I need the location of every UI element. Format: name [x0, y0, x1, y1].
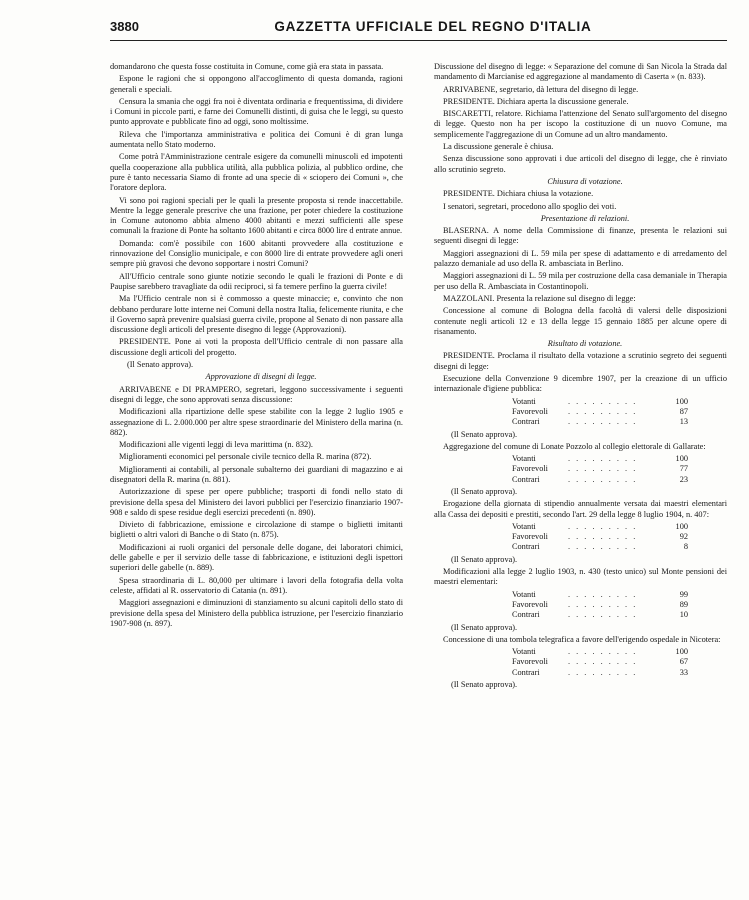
- paragraph: Divieto di fabbricazione, emissione e circolazione di stampe o biglietti imitanti biglietti o altri valori di Banche o di Stato (n. 875).: [110, 520, 403, 540]
- senate-approves: (Il Senato approva).: [451, 429, 518, 439]
- vote-result: [434, 454, 727, 485]
- gazette-title: GAZZETTA UFFICIALE DEL REGNO D'ITALIA: [274, 18, 592, 34]
- leader-dots: . . . . . . . . .: [568, 599, 638, 609]
- vote-count: 87: [679, 406, 688, 416]
- paragraph: Modificazioni alla ripartizione delle spese stabilite con la legge 2 luglio 1905 e assegnazione di L. 2.000.000 per altre spese straordinarie del Ministero della marina (n. 882).: [110, 407, 403, 437]
- paragraph: ARRIVABENE e DI PRAMPERO, segretari, leggono successivamente i seguenti disegni di legge, che sono approvati senza discussione:: [110, 384, 403, 404]
- paragraph: Modificazioni alle vigenti leggi di leva marittima (n. 832).: [119, 440, 314, 450]
- vote-title: Concessione di una tombola telegrafica a favore dell'erigendo ospedale in Nicotera:: [443, 634, 721, 644]
- paragraph: All'Ufficio centrale sono giunte notizie secondo le quali le frazioni di Ponte e di Paupise sarebbero travagliate da odii reciproci, si fa temere perfino la guerra civile!: [110, 271, 403, 291]
- paragraph: La discussione generale è chiusa.: [443, 142, 554, 152]
- text-columns: [110, 62, 727, 692]
- vote-count: 100: [675, 396, 688, 406]
- paragraph: Maggiori assegnazioni e diminuzioni di stanziamento su alcuni capitoli dello stato di previsione della spesa del Ministero della pubblica istruzione, per l'esercizio finanziario 1907-908 (n. 897).: [110, 598, 403, 628]
- vote-count: 100: [675, 521, 688, 531]
- leader-dots: . . . . . . . . .: [568, 657, 638, 667]
- paragraph: Domanda: com'è possibile con 1600 abitanti provvedere alla costituzione e rinnovazione del Consiglio municipale, e con 8000 lire di entrate provvedere agli oneri sempre più gravosi che devono sopportare i nostri Comuni?: [110, 238, 403, 269]
- vote-label: Contrari: [512, 474, 540, 484]
- vote-row-votanti: [434, 590, 727, 600]
- senate-approves: (Il Senato approva).: [451, 554, 518, 564]
- paragraph: Spesa straordinaria di L. 80,000 per ultimare i lavori della fotografia della volta celeste, affidati al R. osservatorio di Catania (n. 891).: [110, 575, 403, 595]
- paragraph: BLASERNA. A nome della Commissione di finanze, presenta le relazioni sui seguenti disegni di legge:: [434, 226, 727, 246]
- vote-title: Modificazioni alla legge 2 luglio 1903, n. 430 (testo unico) sul Monte pensioni dei maestri elementari:: [434, 567, 727, 587]
- vote-count: 13: [679, 417, 688, 427]
- paragraph: Miglioramenti economici pel personale civile tecnico della R. marina (872).: [119, 452, 372, 462]
- vote-row-favorevoli: [434, 532, 727, 542]
- vote-title: Esecuzione della Convenzione 9 dicembre 1907, per la creazione di un ufficio internazionale d'igiene pubblica:: [434, 374, 727, 394]
- page-number: 3880: [110, 18, 139, 34]
- vote-row-favorevoli: [434, 464, 727, 474]
- vote-row-votanti: [434, 397, 727, 407]
- leader-dots: . . . . . . . . .: [568, 647, 638, 657]
- senate-approves: (Il Senato approva).: [451, 622, 518, 632]
- vote-row-votanti: [434, 454, 727, 464]
- vote-result: [434, 397, 727, 428]
- vote-row-contrari: [434, 668, 727, 678]
- paragraph: Come potrà l'Amministrazione centrale esigere da comunelli minuscoli ed impotenti quella cooperazione alla pubblica utilità, alla pubblica polizia, al pubblico ordine, che pure è tanto necessaria Siamo di fronte ad una specie di « sciopero dei Comuni », che l'oratore deplora.: [110, 152, 403, 193]
- paragraph: Maggiori assegnazioni di L. 59 mila per costruzione della casa demaniale in Therapia per uso della R. Ambasciata in Costantinopoli.: [434, 271, 727, 291]
- leader-dots: . . . . . . . . .: [568, 464, 638, 474]
- leader-dots: . . . . . . . . .: [568, 521, 638, 531]
- vote-row-contrari: [434, 542, 727, 552]
- vote-label: Contrari: [512, 542, 540, 552]
- left-column: [110, 62, 403, 692]
- senate-approves: (Il Senato approva).: [127, 360, 194, 370]
- vote-label: Favorevoli: [512, 532, 548, 542]
- vote-label: Favorevoli: [512, 464, 548, 474]
- paragraph: PRESIDENTE. Pone ai voti la proposta dell'Ufficio centrale di non passare alla discussione degli articoli del progetto.: [110, 337, 403, 357]
- leader-dots: . . . . . . . . .: [568, 589, 638, 599]
- paragraph: Maggiori assegnazioni di L. 59 mila per spese di adattamento e di arredamento del palazzo demaniale ad uso della R. ambasciata in Berlino.: [434, 248, 727, 269]
- vote-count: 33: [679, 667, 688, 677]
- leader-dots: . . . . . . . . .: [568, 610, 638, 620]
- vote-row-favorevoli: [434, 600, 727, 610]
- paragraph: PRESIDENTE. Proclama il risultato della votazione a scrutinio segreto dei seguenti disegni di legge:: [434, 351, 727, 371]
- vote-label: Favorevoli: [512, 599, 548, 609]
- paragraph: domandarono che questa fosse costituita in Comune, come già era stata in passata.: [110, 62, 384, 71]
- paragraph: PRESIDENTE. Dichiara aperta la discussione generale.: [443, 96, 629, 106]
- vote-result: [434, 647, 727, 678]
- vote-label: Votanti: [512, 589, 536, 599]
- paragraph: MAZZOLANI. Presenta la relazione sul disegno di legge:: [443, 293, 636, 303]
- vote-label: Contrari: [512, 667, 540, 677]
- vote-count: 100: [675, 647, 688, 657]
- paragraph: Vi sono poi ragioni speciali per le quali la presente proposta si rende inaccettabile. Mentre la legge generale prescrive che una frazione, per poter chiedere la costituzione in Comune autonomo abbia almeno 4000 abitanti e mezzi sufficienti alle spese comunali la frazione di Ponte ha soltanto 1600 abitanti e circa 8000 lire d entrate annue.: [110, 195, 403, 236]
- paragraph: I senatori, segretari, procedono allo spoglio dei voti.: [443, 201, 617, 211]
- leader-dots: . . . . . . . . .: [568, 474, 638, 484]
- paragraph: Modificazioni ai ruoli organici del personale delle dogane, dei laboratori chimici, delle gabelle e per il servizio delle tasse di fabbricazione, e istituzioni degli ispettori superiori delle gabelle (n. 889).: [110, 542, 403, 573]
- vote-title: Erogazione della giornata di stipendio annualmente versata dai maestri elementari alla Cassa dei depositi e prestiti, secondo l'art. 29 della legge 8 luglio 1904, n. 407:: [434, 499, 727, 519]
- vote-count: 100: [675, 454, 688, 464]
- section-heading: Chiusura di votazione.: [547, 176, 623, 186]
- right-column: [434, 62, 727, 692]
- leader-dots: . . . . . . . . .: [568, 417, 638, 427]
- paragraph: Ma l'Ufficio centrale non si è commosso a queste minaccie; e, convinto che non debbano perdurare lotte interne nei Comuni della nostra Italia, felicemente riunita, e che il Governo saprà prevenire qualsiasi guerra civile, propone al Senato di non passare alla discussione degli articoli del presente disegno di legge (Approvazioni).: [110, 294, 403, 335]
- vote-result: [434, 590, 727, 621]
- paragraph: Autorizzazione di spese per opere pubbliche; trasporti di fondi nello stato di previsione della spesa del Ministero dei lavori pubblici per l'esercizio finanziario 1907-908 e saldo di spese residue degli esercizi precedenti (n. 890).: [110, 487, 403, 517]
- vote-count: 92: [679, 532, 688, 542]
- vote-row-votanti: [434, 647, 727, 657]
- vote-count: 67: [679, 657, 688, 667]
- paragraph: Miglioramenti ai contabili, al personale subalterno dei guardiani di magazzino e ai disegnatori della R. marina (n. 881).: [110, 464, 403, 484]
- section-heading: Presentazione di relazioni.: [540, 213, 630, 223]
- leader-dots: . . . . . . . . .: [568, 542, 638, 552]
- vote-row-favorevoli: [434, 657, 727, 667]
- senate-approves: (Il Senato approva).: [451, 486, 518, 496]
- vote-label: Votanti: [512, 454, 536, 464]
- vote-label: Favorevoli: [512, 657, 548, 667]
- paragraph: Discussione del disegno di legge: « Separazione del comune di San Nicola la Strada dal mandamento di Marcianise ed aggregazione al mandamento di Caserta » (n. 833).: [434, 62, 727, 82]
- paragraph: BISCARETTI, relatore. Richiama l'attenzione del Senato sull'argomento del disegno di legge. Questo non ha per iscopo la costituzione di un nuovo Comune, ma semplicemente l'aggregazione di un Comune ad un altro mandamento.: [434, 109, 727, 139]
- vote-row-contrari: [434, 610, 727, 620]
- senate-approves: (Il Senato approva).: [451, 680, 518, 690]
- vote-count: 23: [679, 474, 688, 484]
- paragraph: Concessione al comune di Bologna della facoltà di valersi delle disposizioni contenute negli articoli 12 e 13 della legge 15 gennaio 1885 per alcune opere di risanamento.: [434, 306, 727, 336]
- paragraph: Censura la smania che oggi fra noi è diventata ordinaria e frequentissima, di dividere i Comuni in piccole parti, e farne dei Comunelli distinti, di guisa che le leggi, su questo punto approvate e pubblicate fino ad oggi, sono moltissime.: [110, 96, 403, 127]
- vote-row-favorevoli: [434, 407, 727, 417]
- vote-label: Votanti: [512, 521, 536, 531]
- vote-count: 10: [679, 610, 688, 620]
- vote-row-contrari: [434, 475, 727, 485]
- vote-label: Votanti: [512, 396, 536, 406]
- paragraph: ARRIVABENE, segretario, dà lettura del disegno di legge.: [443, 84, 639, 94]
- leader-dots: . . . . . . . . .: [568, 396, 638, 406]
- page-header: [110, 12, 727, 41]
- vote-label: Votanti: [512, 647, 536, 657]
- leader-dots: . . . . . . . . .: [568, 406, 638, 416]
- vote-count: 8: [683, 542, 688, 552]
- leader-dots: . . . . . . . . .: [568, 667, 638, 677]
- section-heading: Risultato di votazione.: [547, 339, 623, 349]
- section-heading: Approvazione di disegni di legge.: [205, 372, 317, 382]
- vote-result: [434, 522, 727, 553]
- vote-row-contrari: [434, 417, 727, 427]
- leader-dots: . . . . . . . . .: [568, 454, 638, 464]
- paragraph: Espone le ragioni che si oppongono all'accoglimento di questa domanda, ragioni generali e speciali.: [110, 74, 403, 94]
- vote-row-votanti: [434, 522, 727, 532]
- paragraph: Rileva che l'importanza amministrativa e politica dei Comuni è di gran lunga aumentata nello Stato moderno.: [110, 129, 403, 150]
- vote-label: Contrari: [512, 610, 540, 620]
- vote-count: 99: [679, 589, 688, 599]
- vote-count: 77: [679, 464, 688, 474]
- vote-title: Aggregazione del comune di Lonate Pozzolo al collegio elettorale di Gallarate:: [443, 441, 706, 451]
- leader-dots: . . . . . . . . .: [568, 532, 638, 542]
- vote-label: Contrari: [512, 417, 540, 427]
- paragraph: PRESIDENTE. Dichiara chiusa la votazione.: [443, 189, 594, 199]
- vote-count: 89: [679, 599, 688, 609]
- paragraph: Senza discussione sono approvati i due articoli del disegno di legge, che è rinviato allo scrutinio segreto.: [434, 154, 727, 174]
- vote-label: Favorevoli: [512, 406, 548, 416]
